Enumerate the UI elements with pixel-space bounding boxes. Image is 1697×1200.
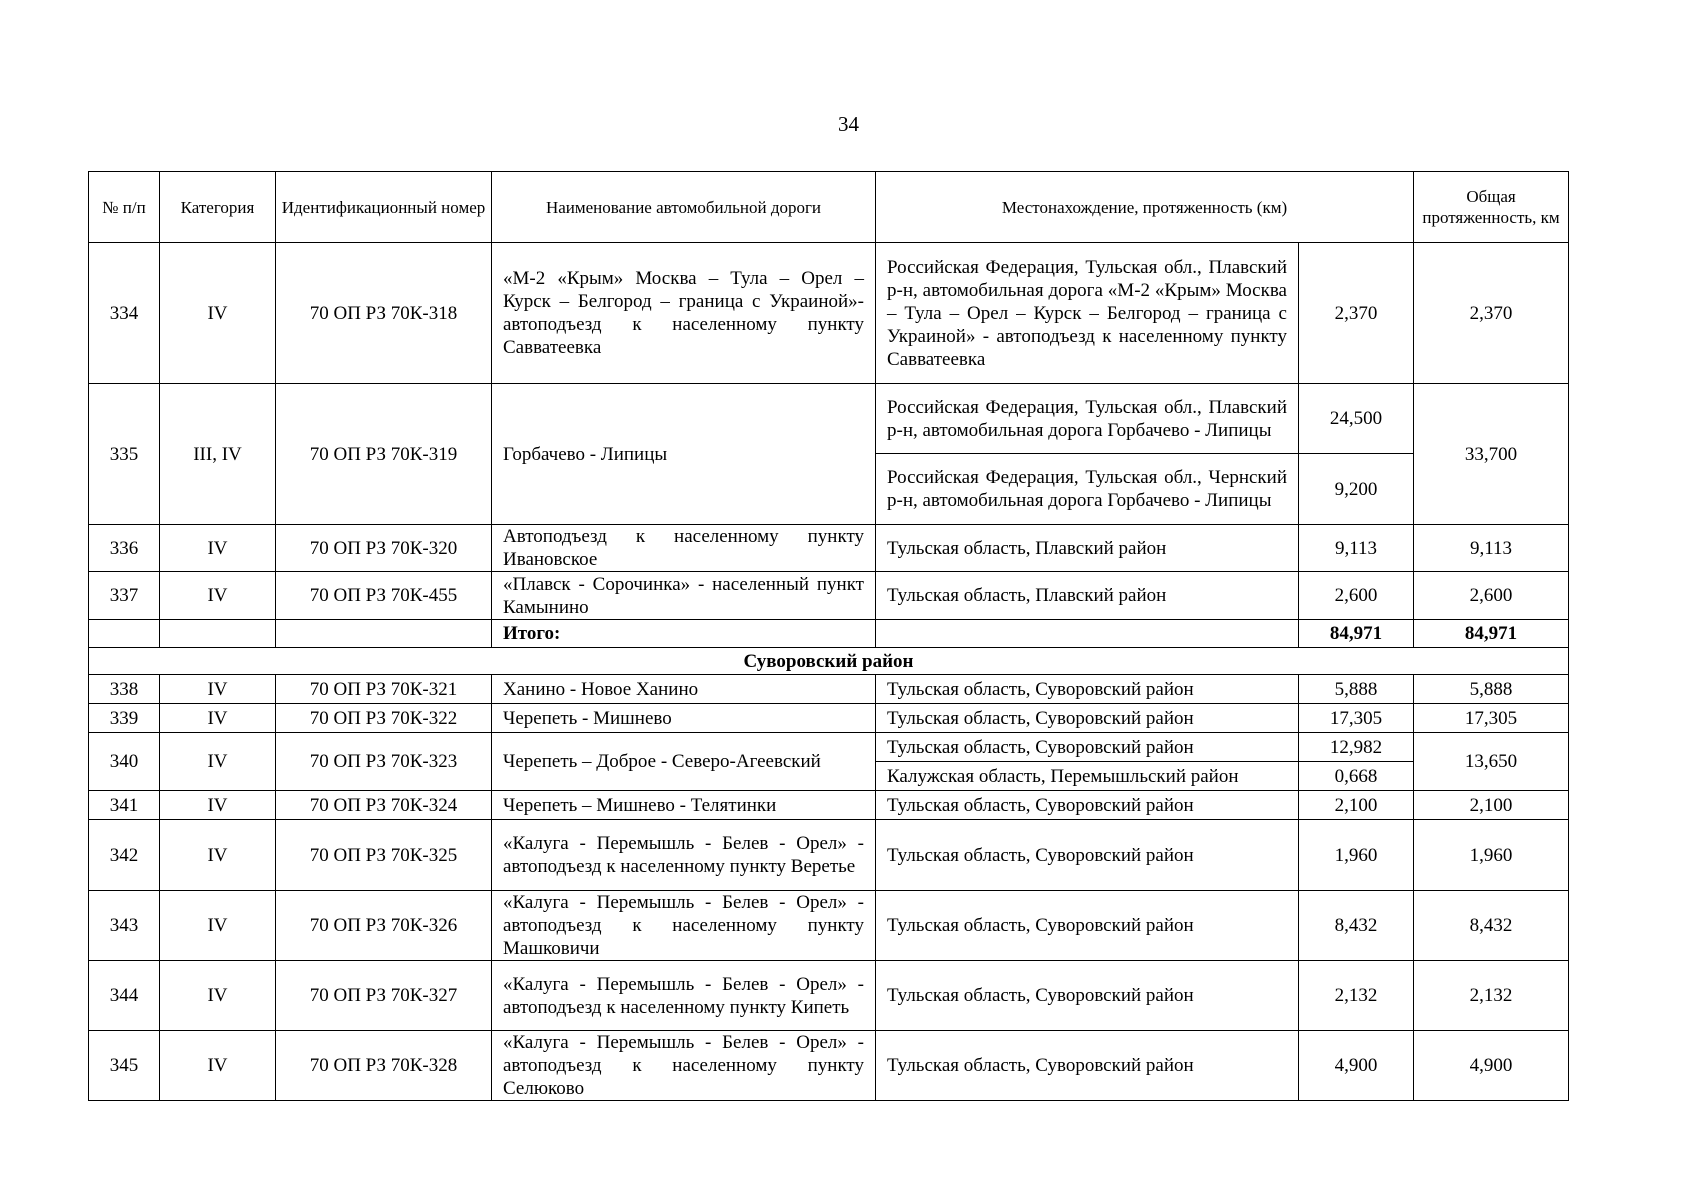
cell-total: 5,888 [1414,675,1569,704]
cell-id: 70 ОП РЗ 70К-327 [276,961,492,1031]
cell-id: 70 ОП РЗ 70К-322 [276,704,492,733]
cell-category: IV [160,572,276,620]
cell-id: 70 ОП РЗ 70К-321 [276,675,492,704]
cell-total: 9,113 [1414,525,1569,572]
cell-id: 70 ОП РЗ 70К-455 [276,572,492,620]
cell-length: 0,668 [1299,762,1414,791]
cell-category: IV [160,675,276,704]
total-length: 84,971 [1299,620,1414,648]
table-row [89,384,1569,454]
cell-length: 12,982 [1299,733,1414,762]
cell-length: 8,432 [1299,891,1414,961]
cell-road-name: Ханино - Новое Ханино [492,675,876,704]
cell-num: 336 [89,525,160,572]
cell-road-name: Автоподъезд к населенному пункту Ивановское [492,525,876,572]
cell-location: Калужская область, Перемышльский район [876,762,1299,791]
cell-num: 335 [89,384,160,525]
cell-total: 2,600 [1414,572,1569,620]
cell-location: Тульская область, Суворовский район [876,704,1299,733]
header-category: Категория [160,172,276,243]
cell-empty [89,620,160,648]
cell-length: 2,100 [1299,791,1414,820]
cell-location: Тульская область, Суворовский район [876,733,1299,762]
cell-num: 339 [89,704,160,733]
cell-total: 2,132 [1414,961,1569,1031]
cell-length: 2,370 [1299,243,1414,384]
cell-id: 70 ОП РЗ 70К-324 [276,791,492,820]
cell-location: Тульская область, Суворовский район [876,891,1299,961]
cell-id: 70 ОП РЗ 70К-323 [276,733,492,791]
cell-category: IV [160,704,276,733]
table-row [89,675,1569,704]
cell-num: 338 [89,675,160,704]
cell-length: 17,305 [1299,704,1414,733]
cell-location: Тульская область, Суворовский район [876,791,1299,820]
cell-category: IV [160,733,276,791]
section-title: Суворовский район [89,648,1569,675]
cell-category: IV [160,1031,276,1101]
cell-total: 4,900 [1414,1031,1569,1101]
cell-category: III, IV [160,384,276,525]
cell-total: 1,960 [1414,820,1569,891]
cell-empty [276,620,492,648]
table-row [89,961,1569,1031]
cell-location: Тульская область, Суворовский район [876,1031,1299,1101]
total-row [89,620,1569,648]
cell-length: 9,200 [1299,454,1414,525]
total-label: Итого: [492,620,876,648]
table-row [89,243,1569,384]
table-row [89,572,1569,620]
cell-road-name: «Плавск - Сорочинка» - населенный пункт Камынино [492,572,876,620]
cell-total: 33,700 [1414,384,1569,525]
cell-road-name: Горбачево - Липицы [492,384,876,525]
cell-num: 337 [89,572,160,620]
header-num: № п/п [89,172,160,243]
header-total: Общая протяженность, км [1414,172,1569,243]
cell-num: 334 [89,243,160,384]
header-row [89,172,1569,243]
cell-length: 1,960 [1299,820,1414,891]
cell-length: 24,500 [1299,384,1414,454]
header-name: Наименование автомобильной дороги [492,172,876,243]
cell-location: Тульская область, Суворовский район [876,961,1299,1031]
cell-road-name: «М-2 «Крым» Москва – Тула – Орел – Курск – Белгород – граница с Украиной»-автоподъезд к населенному пункту Савватеевка [492,243,876,384]
cell-road-name: Черепеть – Мишнево - Телятинки [492,791,876,820]
cell-id: 70 ОП РЗ 70К-326 [276,891,492,961]
header-location: Местонахождение, протяженность (км) [876,172,1414,243]
cell-id: 70 ОП РЗ 70К-318 [276,243,492,384]
cell-length: 4,900 [1299,1031,1414,1101]
cell-category: IV [160,243,276,384]
header-id: Идентификационный номер [276,172,492,243]
cell-length: 2,132 [1299,961,1414,1031]
cell-road-name: Черепеть – Доброе - Северо-Агеевский [492,733,876,791]
table-row [89,704,1569,733]
cell-num: 341 [89,791,160,820]
cell-num: 342 [89,820,160,891]
cell-length: 5,888 [1299,675,1414,704]
cell-location: Тульская область, Плавский район [876,572,1299,620]
cell-location: Тульская область, Суворовский район [876,675,1299,704]
cell-id: 70 ОП РЗ 70К-320 [276,525,492,572]
cell-length: 9,113 [1299,525,1414,572]
cell-id: 70 ОП РЗ 70К-319 [276,384,492,525]
cell-category: IV [160,525,276,572]
section-row [89,648,1569,675]
table-row [89,820,1569,891]
cell-road-name: «Калуга - Перемышль - Белев - Орел» - автоподъезд к населенному пункту Веретье [492,820,876,891]
cell-road-name: Черепеть - Мишнево [492,704,876,733]
cell-num: 343 [89,891,160,961]
cell-category: IV [160,791,276,820]
total-overall: 84,971 [1414,620,1569,648]
cell-total: 2,370 [1414,243,1569,384]
cell-total: 2,100 [1414,791,1569,820]
cell-id: 70 ОП РЗ 70К-328 [276,1031,492,1101]
cell-category: IV [160,820,276,891]
table-row [89,1031,1569,1101]
cell-total: 17,305 [1414,704,1569,733]
cell-location: Российская Федерация, Тульская обл., Плавский р-н, автомобильная дорога Горбачево - Липицы [876,384,1299,454]
cell-length: 2,600 [1299,572,1414,620]
table-row [89,525,1569,572]
cell-empty [160,620,276,648]
cell-category: IV [160,891,276,961]
cell-road-name: «Калуга - Перемышль - Белев - Орел» - автоподъезд к населенному пункту Машковичи [492,891,876,961]
cell-empty [876,620,1299,648]
cell-total: 8,432 [1414,891,1569,961]
table-row [89,733,1569,762]
cell-total: 13,650 [1414,733,1569,791]
cell-num: 344 [89,961,160,1031]
cell-num: 345 [89,1031,160,1101]
cell-road-name: «Калуга - Перемышль - Белев - Орел» - автоподъезд к населенному пункту Кипеть [492,961,876,1031]
cell-road-name: «Калуга - Перемышль - Белев - Орел» - автоподъезд к населенному пункту Селюково [492,1031,876,1101]
cell-category: IV [160,961,276,1031]
table-row [89,891,1569,961]
cell-location: Тульская область, Плавский район [876,525,1299,572]
page-number: 34 [838,112,859,136]
cell-location: Российская Федерация, Тульская обл., Чернский р-н, автомобильная дорога Горбачево - Липицы [876,454,1299,525]
roads-table [88,171,1569,1101]
cell-num: 340 [89,733,160,791]
cell-location: Российская Федерация, Тульская обл., Плавский р-н, автомобильная дорога «М-2 «Крым» Москва – Тула – Орел – Курск – Белгород – граница с Украиной» - автоподъезд к населенному пункту Савватеевка [876,243,1299,384]
cell-location: Тульская область, Суворовский район [876,820,1299,891]
table-row [89,791,1569,820]
cell-id: 70 ОП РЗ 70К-325 [276,820,492,891]
